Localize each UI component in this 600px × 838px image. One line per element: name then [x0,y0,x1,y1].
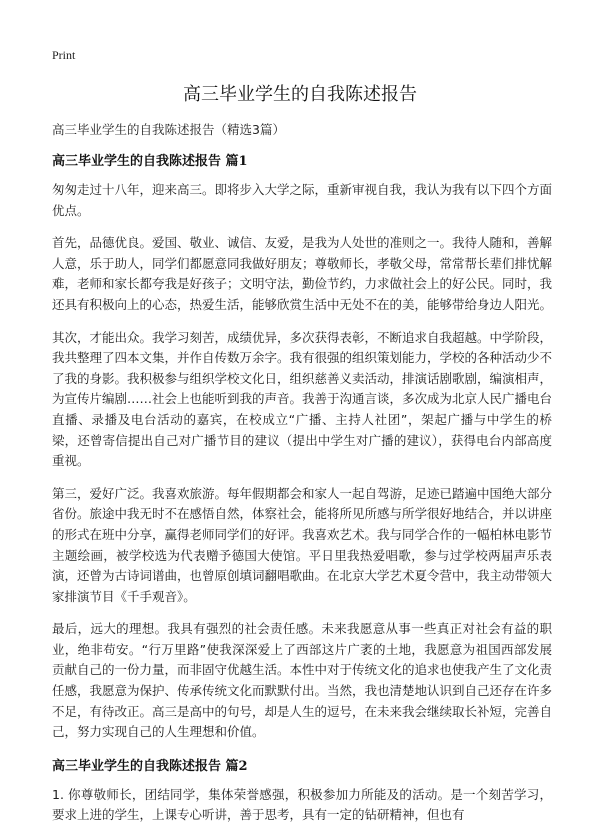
paragraph: 其次，才能出众。我学习刻苦，成绩优异，多次获得表彰，不断追求自我超越。中学阶段，我共整理了四本文集，并作自传数万余字。我有很强的组织策划能力，学校的各种活动少不了我的身影。我积极参与组织学校文化日，组织慈善义卖活动，排演话剧歌剧，编演相声，为宣传片编剧……社会上也能听到我的声音。我善于沟通言谈，多次成为北京人民广播电台直播、录播及电台活动的嘉宾，在校成立“广播、主持人社团”，架起广播与中学生的桥梁，还曾寄信提出自己对广播节目的建议（提出中学生对广播的建议），获得电台内部高度重视。 [52,329,553,469]
paragraph: 首先，品德优良。爱国、敬业、诚信、友爱，是我为人处世的准则之一。我待人随和，善解人意，乐于助人，同学们都愿意同我做好朋友；尊敬师长，孝敬父母，常常帮长辈们排忧解难，老师和家长都夸我是好孩子；文明守法，勤俭节约，力求做社会上的好公民。同时，我还具有积极向上的心态，热爱生活，能够欣赏生活中无处不在的美，能够带给身边人阳光。 [52,235,553,312]
paragraph: 最后，远大的理想。我具有强烈的社会责任感。未来我愿意从事一些真正对社会有益的职业，绝非苟安。“行万里路”使我深深爱上了西部这片广袤的土地，我愿意为祖国西部发展贡献自己的一份力量，而非固守优越生活。本性中对于传统文化的追求也使我产生了文化责任感，我愿意为保护、传承传统文化而默默付出。当然，我也清楚地认识到自己还存在许多不足，有待改正。高三是高中的句号，却是人生的逗号，在未来我会继续取长补短，完善自己，努力实现自己的人生理想和价值。 [52,621,553,740]
section-heading-2: 高三毕业学生的自我陈述报告 篇2 [52,758,248,774]
paragraph: 匆匆走过十八年，迎来高三。即将步入大学之际，重新审视自我，我认为我有以下四个方面优点。 [52,182,553,218]
section-heading-1: 高三毕业学生的自我陈述报告 篇1 [52,154,248,169]
page-title: 高三毕业学生的自我陈述报告 [183,84,417,105]
paragraph: 第三，爱好广泛。我喜欢旅游。每年假期都会和家人一起自驾游，足迹已踏遍中国绝大部分省份。旅途中我无时不在感悟自然，体察社会，能将所见所感与所学很好地结合，并以讲座的形式在班中分享，赢得老师同学们的好评。我喜欢艺术。我与同学合作的一幅柏林电影节主题绘画，被学校选为代表赠予德国大使馆。平日里我热爱唱歌，参与过学校两届声乐表演，还曾为古诗词谱曲，也曾原创填词翻唱歌曲。在北京大学艺术夏令营中，我主动带领大家排演节目《千手观音》。 [52,485,553,604]
print-link[interactable]: Print [52,48,76,62]
document-body [52,150,552,838]
paragraph: 1. 你尊敬师长，团结同学，集体荣誉感强，积极参加力所能及的活动。是一个刻苦学习，要求上进的学生，上课专心听讲，善于思考，具有一定的钻研精神，但也有 [52,786,552,823]
document-subtitle: 高三毕业学生的自我陈述报告（精选3篇） [52,122,285,137]
